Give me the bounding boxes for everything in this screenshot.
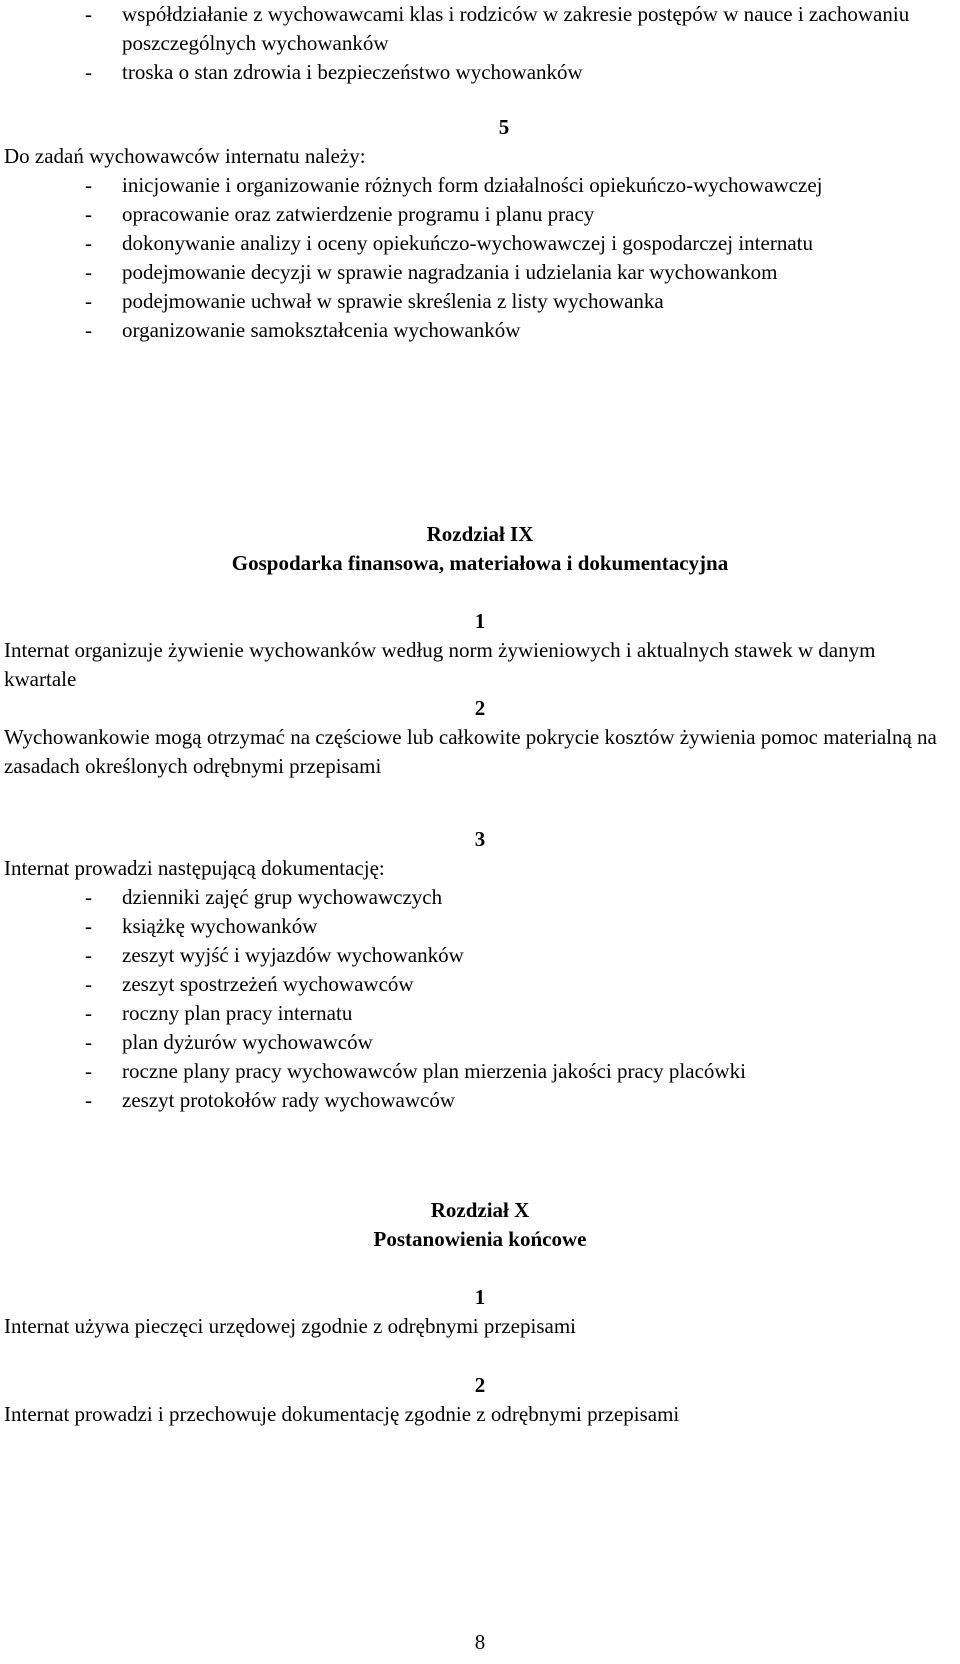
list-dash: - [85,1088,92,1112]
list-item [0,883,960,912]
paragraph-text: Internat używa pieczęci urzędowej zgodnie z odrębnymi przepisami [4,1314,576,1338]
list-item [0,229,960,258]
list-dash: - [85,972,92,996]
paragraph-number: 3 [474,827,486,851]
list-item-text: podejmowanie decyzji w sprawie nagradzania i udzielania kar wychowankom [122,260,778,284]
list-item-text: zeszyt spostrzeżeń wychowawców [122,972,414,996]
top-list [0,0,960,87]
chapter-subheading: Postanowienia końcowe [373,1227,587,1251]
list-item-text: plan dyżurów wychowawców [122,1030,373,1054]
paragraph-2 [0,694,960,781]
paragraph-text: Internat organizuje żywienie wychowanków według norm żywieniowych i aktualnych stawek w danym kwartale [4,638,876,691]
chapter-ix [0,520,960,578]
list-item-text: dzienniki zajęć grup wychowawczych [122,885,443,909]
paragraph-3 [0,825,960,1115]
list-dash: - [85,885,92,909]
list-item [0,58,960,87]
chapter-subheading: Gospodarka finansowa, materiałowa i dokumentacyjna [231,551,729,575]
list-item [0,1028,960,1057]
paragraph-text: Internat prowadzi i przechowuje dokumentację zgodnie z odrębnymi przepisami [4,1402,680,1426]
section-intro: Do zadań wychowawców internatu należy: [4,144,366,168]
list-item-text: organizowanie samokształcenia wychowanków [122,318,521,342]
list-item [0,0,960,58]
list-item [0,258,960,287]
list-item-text: troska o stan zdrowia i bezpieczeństwo wychowanków [122,60,583,84]
list-item [0,941,960,970]
list-item-text: opracowanie oraz zatwierdzenie programu i planu pracy [122,202,595,226]
list-dash: - [85,318,92,342]
list-item-text: współdziałanie z wychowawcami klas i rodziców w zakresie postępów w nauce i zachowaniu poszczególnych wychowanków [122,2,910,55]
paragraph-number: 2 [474,1373,486,1397]
chapter-x [0,1196,960,1254]
list-dash: - [85,231,92,255]
list-dash: - [85,173,92,197]
list-item [0,999,960,1028]
list-item-text: dokonywanie analizy i oceny opiekuńczo-wychowawczej i gospodarczej internatu [122,231,813,255]
list-dash: - [85,1059,92,1083]
list-dash: - [85,202,92,226]
paragraph-number: 1 [474,1285,486,1309]
list-item-text: inicjowanie i organizowanie różnych form działalności opiekuńczo-wychowawczej [122,173,823,197]
list-dash: - [85,1030,92,1054]
list-item-text: roczne plany pracy wychowawców plan mierzenia jakości pracy placówki [122,1059,746,1083]
list-item [0,287,960,316]
paragraph-intro: Internat prowadzi następującą dokumentację: [4,856,385,880]
list-item [0,316,960,345]
list-item-text: zeszyt protokołów rady wychowawców [122,1088,455,1112]
section-5 [0,113,960,345]
list-item [0,171,960,200]
final-paragraph-1 [0,1283,960,1341]
list-item [0,1086,960,1115]
chapter-heading: Rozdział X [430,1198,530,1222]
list-dash: - [85,914,92,938]
list-item-text: roczny plan pracy internatu [122,1001,353,1025]
list-item [0,912,960,941]
list-dash: - [85,289,92,313]
paragraph-number: 1 [474,609,486,633]
paragraph-text: Wychowankowie mogą otrzymać na częściowe lub całkowite pokrycie kosztów żywienia pomoc materialną na zasadach określonych odrębnymi przepisami [4,725,937,778]
paragraph-number: 2 [474,696,486,720]
list-item-text: zeszyt wyjść i wyjazdów wychowanków [122,943,464,967]
list-item-text: książkę wychowanków [122,914,318,938]
list-item [0,200,960,229]
chapter-heading: Rozdział IX [426,522,534,546]
section-number: 5 [498,115,510,139]
list-item-text: podejmowanie uchwał w sprawie skreślenia z listy wychowanka [122,289,664,313]
list-dash: - [85,2,92,26]
list-item [0,970,960,999]
list-item [0,1057,960,1086]
list-dash: - [85,60,92,84]
list-dash: - [85,943,92,967]
paragraph-1 [0,607,960,694]
list-dash: - [85,1001,92,1025]
page-number: 8 [474,1630,486,1654]
list-dash: - [85,260,92,284]
final-paragraph-2 [0,1371,960,1429]
